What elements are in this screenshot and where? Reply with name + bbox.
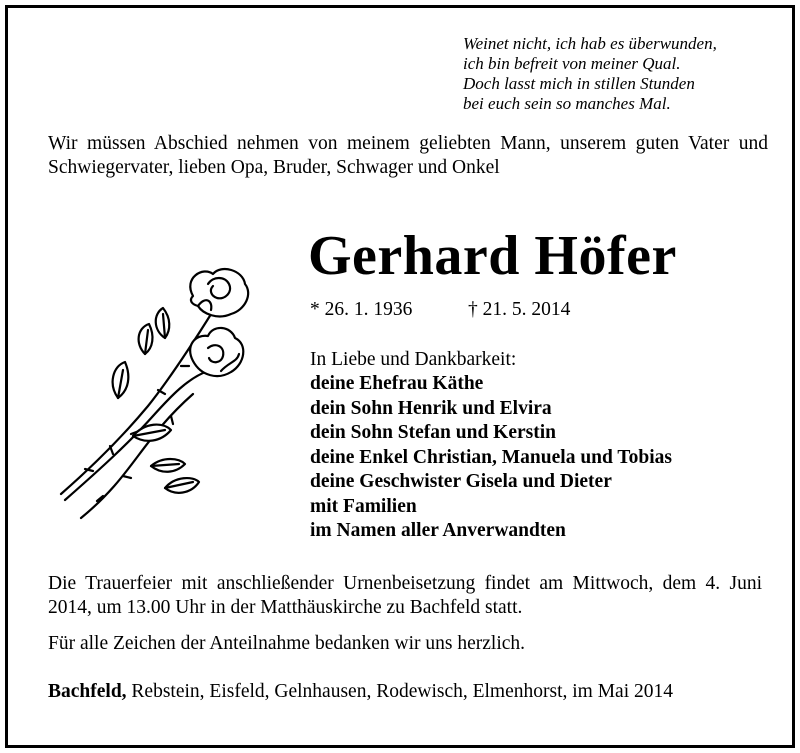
death-date: † 21. 5. 2014 — [468, 299, 571, 320]
place-rest: Rebstein, Eisfeld, Gelnhausen, Rodewisch, Elmenhorst, im Mai 2014 — [126, 681, 674, 702]
poem-line: bei euch sein so manches Mal. — [463, 94, 671, 113]
poem-line: Doch lasst mich in stillen Stunden — [463, 74, 695, 93]
poem-line: ich bin befreit von meiner Qual. — [463, 54, 681, 73]
intro-text: Wir müssen Abschied nehmen von meinem geliebten Mann, unserem guten Vater und Schwiegervater, lieben Opa, Bruder, Schwager und Onkel — [48, 133, 768, 178]
birth-date: * 26. 1. 1936 — [310, 299, 413, 320]
rose-illustration — [53, 266, 253, 526]
ceremony-text: Die Trauerfeier mit anschließender Urnenbeisetzung findet am Mittwoch, dem 4. Juni 2014, um 13.00 Uhr in der Matthäuskirche zu Bachfeld statt. — [48, 573, 762, 618]
mourner-line: deine Ehefrau Käthe — [310, 373, 484, 394]
life-dates — [310, 298, 571, 322]
mourners-list — [310, 372, 770, 544]
mourners-lead: In Liebe und Dankbarkeit: — [310, 349, 517, 370]
mourner-line: deine Enkel Christian, Manuela und Tobias — [310, 446, 672, 468]
places-line — [48, 680, 673, 704]
poem — [463, 34, 783, 114]
mourner-line: deine Geschwister Gisela und Dieter — [310, 471, 612, 492]
mourner-line: im Namen aller Anverwandten — [310, 520, 566, 541]
mourner-line: dein Sohn Stefan und Kerstin — [310, 422, 556, 443]
obituary-notice — [5, 5, 795, 748]
deceased-name: Gerhard Höfer — [308, 225, 677, 287]
mourner-line: dein Sohn Henrik und Elvira — [310, 397, 552, 419]
poem-line: Weinet nicht, ich hab es überwunden, — [463, 34, 717, 53]
thanks-text: Für alle Zeichen der Anteilnahme bedanken wir uns herzlich. — [48, 633, 526, 654]
mourner-line: mit Familien — [310, 495, 417, 517]
mourners-block — [310, 348, 770, 544]
place-main: Bachfeld, — [48, 681, 127, 702]
